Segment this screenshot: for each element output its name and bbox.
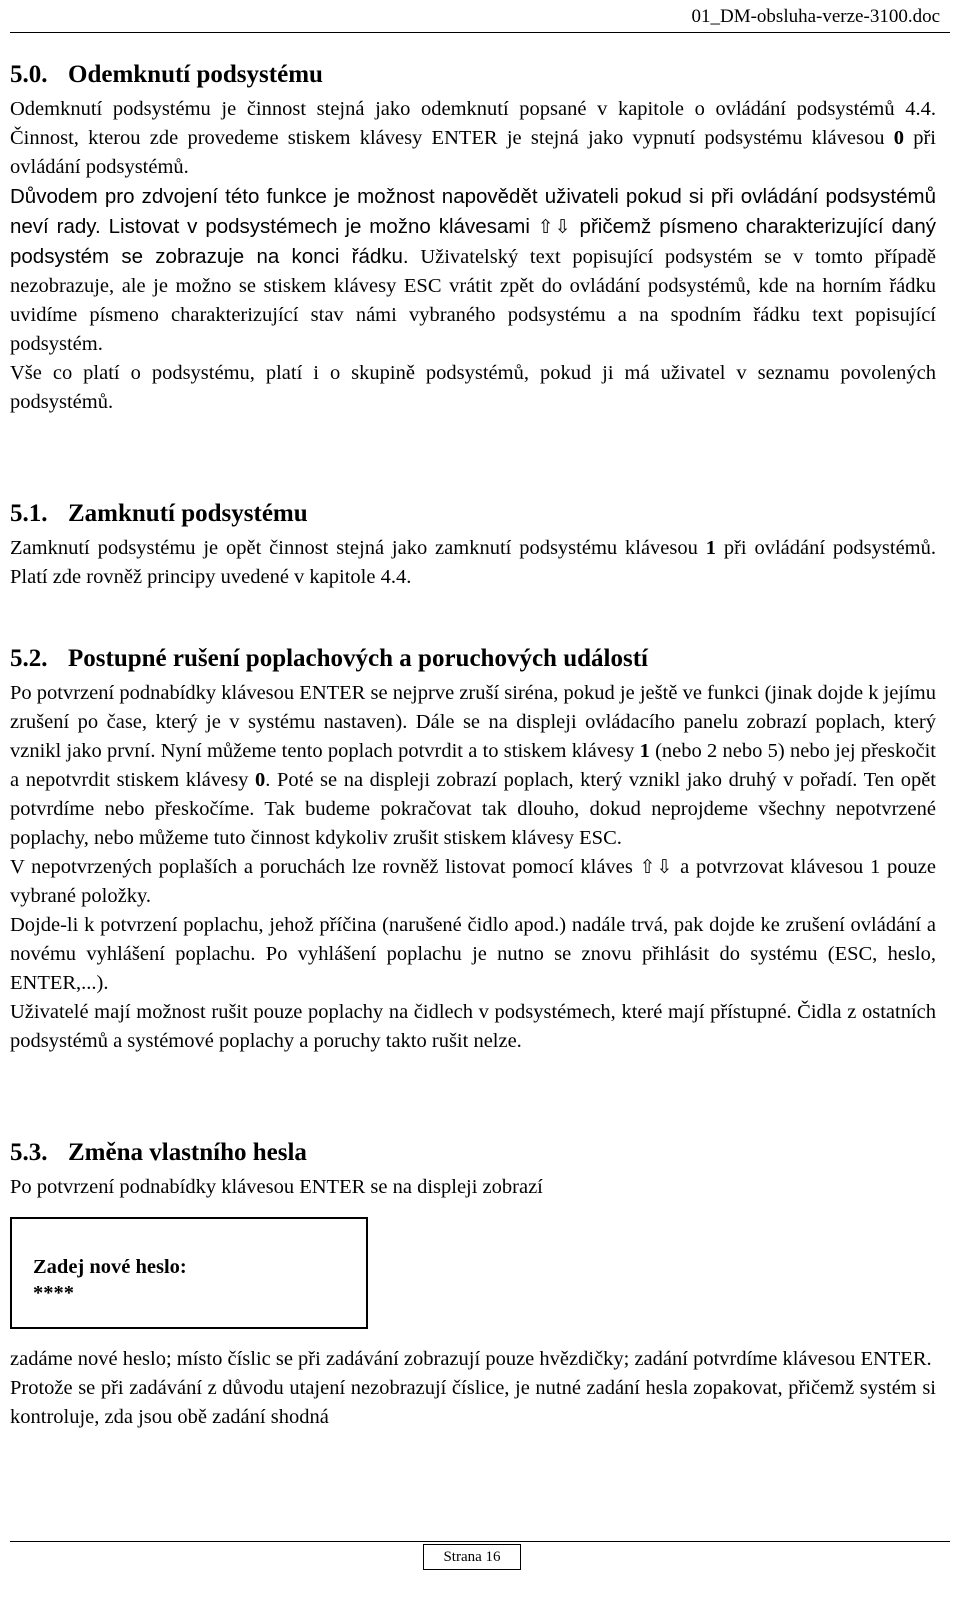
display-password-mask: **** xyxy=(33,1282,74,1304)
paragraph: Vše co platí o podsystému, platí i o skupině podsystémů, pokud ji má uživatel v seznamu povolených podsystémů. xyxy=(10,362,936,413)
text-run: Důvodem pro zdvojení této funkce je možnost napovědět uživateli pokud si při ovládání podsystémů neví rady. Listovat v podsystémech je možno klávesami xyxy=(10,185,936,238)
text-run: Zamknutí podsystému je opět činnost stejná jako zamknutí podsystému klávesou xyxy=(10,537,706,559)
text-run: V nepotvrzených poplaších a poruchách lze rovněž listovat pomocí kláves xyxy=(10,856,640,878)
text-run: . Poté se na displeji zobrazí poplach, který vznikl jako druhý v pořadí. Ten opět potvrdíme nebo přeskočíme. Tak budeme pokračovat tak dlouho, dokud neprojdeme všechny nepotvrzené poplachy, nebo můžeme tuto činnost kdykoliv zrušit stiskem klávesy ESC. xyxy=(10,769,936,849)
text-run: Uživatelský text popisující podsystém se v tomto případě nezobrazuje, ale je možno se stiskem klávesy ESC vrátit zpět do ovládání podsystémů, kde na horním řádku uvidíme písmeno charakterizující stav námi vybraného podsystému a na spodním řádku text popisující podsystém. xyxy=(10,246,937,355)
section-title: Zamknutí podsystému xyxy=(68,500,308,527)
header-divider xyxy=(10,32,950,33)
section-title: Odemknutí podsystému xyxy=(68,61,323,88)
text-run: při ovládání podsystémů. Platí zde rovněž principy uvedené v kapitole 4.4. xyxy=(10,537,936,588)
paragraph xyxy=(10,95,936,182)
up-down-arrow-keys-icon: ⇧⇩ xyxy=(639,856,674,878)
section-change-password xyxy=(10,1136,936,1432)
key-label: 0 xyxy=(893,127,904,149)
section-alarm-cancellation xyxy=(10,642,936,1056)
section-number: 5.1. xyxy=(10,500,48,527)
text-run: a potvrzovat klávesou 1 pouze vybrané položky. xyxy=(10,856,936,907)
display-prompt: Zadej nové heslo: xyxy=(33,1256,187,1278)
section-unlock-subsystem xyxy=(10,58,936,417)
section-heading xyxy=(10,58,936,92)
key-label: 0 xyxy=(255,769,266,791)
paragraph: zadáme nové heslo; místo číslic se při zadávání zobrazují pouze hvězdičky; zadání potvrdíme klávesou ENTER. xyxy=(10,1348,932,1370)
text-run: (nebo 2 nebo 5) nebo jej přeskočit a nepotvrdit stiskem klávesy xyxy=(10,740,936,791)
section-lock-subsystem xyxy=(10,497,936,592)
section-heading xyxy=(10,1136,936,1170)
text-run: přičemž písmeno charakterizující daný podsystém se zobrazuje na konci řádku. xyxy=(10,215,936,268)
section-number: 5.2. xyxy=(10,645,48,672)
panel-display-box xyxy=(10,1217,368,1329)
paragraph xyxy=(10,534,936,592)
section-heading xyxy=(10,642,936,676)
footer-divider xyxy=(10,1541,950,1542)
document-body xyxy=(10,58,936,1432)
key-label: 1 xyxy=(639,740,650,762)
paragraph: Po potvrzení podnabídky klávesou ENTER se na displeji zobrazí xyxy=(10,1176,543,1198)
section-number: 5.3. xyxy=(10,1139,48,1166)
paragraph: Dojde-li k potvrzení poplachu, jehož příčina (narušené čidlo apod.) nadále trvá, pak dojde ke zrušení ovládání a novému vyhlášení poplachu. Po vyhlášení poplachu je nutno se znovu přihlásit do systému (ESC, heslo, ENTER,...). xyxy=(10,914,936,994)
section-title: Změna vlastního hesla xyxy=(68,1139,307,1166)
paragraph xyxy=(10,679,936,853)
document-filename: 01_DM-obsluha-verze-3100.doc xyxy=(691,6,940,27)
up-down-arrow-keys-icon: ⇧⇩ xyxy=(537,216,572,238)
text-run: při ovládání podsystémů. xyxy=(10,127,936,178)
page-number: Strana 16 xyxy=(423,1544,521,1570)
paragraph xyxy=(10,182,936,359)
text-run: Odemknutí podsystému je činnost stejná jako odemknutí popsané v kapitole o ovládání podsystémů 4.4. Činnost, kterou zde provedeme stiskem klávesy ENTER je stejná jako vypnutí podsystému klávesou xyxy=(10,98,936,149)
paragraph xyxy=(10,853,936,911)
paragraph: Protože se při zadávání z důvodu utajení nezobrazují číslice, je nutné zadání hesla zopakovat, přičemž systém si kontroluje, zda jsou obě zadání shodná xyxy=(10,1377,936,1428)
key-label: 1 xyxy=(705,537,716,559)
paragraph: Uživatelé mají možnost rušit pouze poplachy na čidlech v podsystémech, které mají přístupné. Čidla z ostatních podsystémů a systémové poplachy a poruchy takto rušit nelze. xyxy=(10,1001,936,1052)
text-run: Po potvrzení podnabídky klávesou ENTER se nejprve zruší siréna, pokud je ještě ve funkci (jinak dojde k jejímu zrušení po čase, který je v systému nastaven). Dále se na displeji ovládacího panelu zobrazí poplach, který vznikl jako první. Nyní můžeme tento poplach potvrdit a to stiskem klávesy xyxy=(10,682,936,762)
section-heading xyxy=(10,497,936,531)
section-title: Postupné rušení poplachových a poruchových událostí xyxy=(68,645,648,672)
section-number: 5.0. xyxy=(10,61,48,88)
